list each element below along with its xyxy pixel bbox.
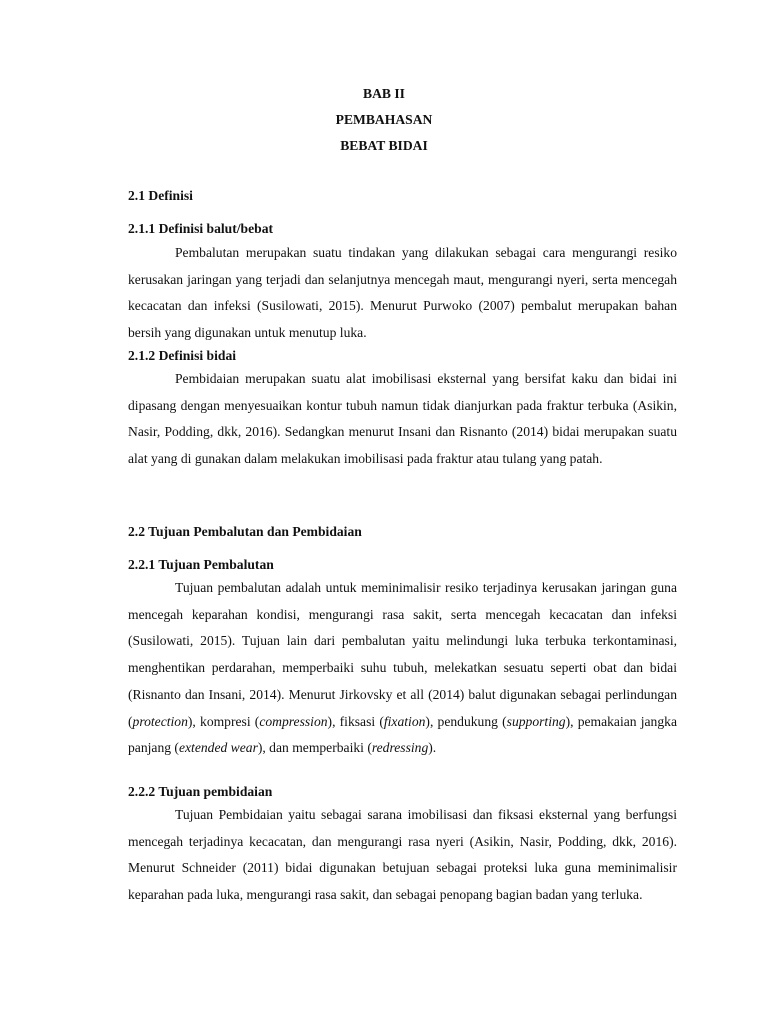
p221-term-protection: protection [132, 713, 188, 729]
paragraph-2-2-1 [128, 575, 677, 762]
p221-term-compression: compression [259, 713, 328, 729]
p221-text-6: ), dan memperbaiki ( [257, 740, 372, 756]
heading-2-1-2: 2.1.2 Definisi bidai [128, 348, 237, 363]
p221-text-3: ), fiksasi ( [327, 713, 384, 729]
p221-text-4: ), pendukung ( [425, 713, 507, 729]
p221-text-1: Tujuan pembalutan adalah untuk meminimalisir resiko terjadinya kerusakan jaringan guna mencegah keparahan kondisi, mengurangi rasa sakit, serta mencegah kecacatan dan infeksi (Susilowati, 2015). Tujuan lain dari pembalutan yaitu melindungi luka terbuka terkontaminasi, menghentikan perdarahan, memperbaiki suhu tubuh, melekatkan sesuatu seperti obat dan bidai (Risnanto dan Insani, 2014). Menurut Jirkovsky et all (2014) balut digunakan sebagai perlindungan ( [128, 580, 677, 729]
paragraph-2-2-2: Tujuan Pembidaian yaitu sebagai sarana imobilisasi dan fiksasi eksternal yang berfungsi mencegah terjadinya kecacatan, dan mengurangi rasa nyeri (Asikin, Nasir, Podding, dkk, 2016). Menurut Schneider (2011) bidai digunakan betujuan sebagai proteksi luka guna meminimalisir keparahan pada luka, mengurangi rasa sakit, dan sebagai penopang bagian badan yang terluka. [128, 807, 677, 903]
p221-text-5: ), pemakaian jangka panjang ( [128, 713, 677, 756]
p221-term-redressing: redressing [371, 740, 429, 756]
p221-term-supporting: supporting [506, 713, 566, 729]
heading-2-2-1: 2.2.1 Tujuan Pembalutan [128, 557, 274, 572]
paragraph-2-1-1: Pembalutan merupakan suatu tindakan yang dilakukan sebagai cara mengurangi resiko kerusakan jaringan yang terjadi dan selanjutnya mencegah maut, mengurangi nyeri, serta mencegah kecacatan dan infeksi (Susilowati, 2015). Menurut Purwoko (2007) pembalut merupakan bahan bersih yang digunakan untuk menutup luka. [128, 245, 677, 341]
heading-2-2-2: 2.2.2 Tujuan pembidaian [128, 784, 273, 799]
paragraph-2-1-2: Pembidaian merupakan suatu alat imobilisasi eksternal yang bersifat kaku dan bidai ini dipasang dengan menyesuaikan kontur tubuh namun tidak dianjurkan pada fraktur terbuka (Asikin, Nasir, Podding, dkk, 2016). Sedangkan menurut Insani dan Risnanto (2014) bidai merupakan suatu alat yang di gunakan dalam melakukan imobilisasi pada fraktur atau tulang yang patah. [128, 371, 677, 467]
heading-2-2: 2.2 Tujuan Pembalutan dan Pembidaian [128, 524, 362, 539]
heading-2-1-1: 2.1.1 Definisi balut/bebat [128, 221, 274, 236]
heading-2-1: 2.1 Definisi [128, 188, 193, 203]
chapter-title: PEMBAHASAN [335, 112, 433, 127]
p221-term-extended-wear: extended wear [178, 740, 258, 756]
p221-term-fixation: fixation [383, 713, 426, 729]
p221-text-7: ). [428, 740, 437, 756]
chapter-number: BAB II [363, 86, 405, 101]
chapter-subtitle: BEBAT BIDAI [340, 138, 428, 153]
p221-text-2: ), kompresi ( [187, 713, 260, 729]
